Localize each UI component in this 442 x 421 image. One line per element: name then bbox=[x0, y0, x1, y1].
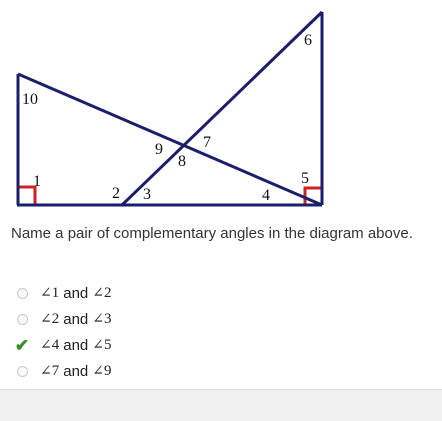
check-icon: ✔ bbox=[14, 335, 30, 355]
option-angle-a: 1 bbox=[51, 284, 60, 301]
angle-icon: ∠ bbox=[92, 311, 104, 327]
angle-icon: ∠ bbox=[40, 285, 52, 301]
radio-circle-icon bbox=[17, 314, 28, 325]
option-1-and-2[interactable] bbox=[10, 280, 116, 306]
angle-label-7: 7 bbox=[203, 134, 211, 151]
angle-label-2: 2 bbox=[112, 185, 120, 202]
option-angle-b: 5 bbox=[104, 336, 112, 353]
option-conjunction: and bbox=[63, 310, 89, 328]
angle-icon: ∠ bbox=[92, 363, 104, 379]
option-angle-b: 2 bbox=[104, 284, 112, 301]
option-conjunction: and bbox=[63, 336, 89, 354]
angle-label-9: 9 bbox=[155, 141, 163, 158]
angle-label-10: 10 bbox=[22, 91, 38, 108]
angle-icon: ∠ bbox=[40, 311, 52, 327]
footer-bar bbox=[0, 389, 442, 421]
option-7-and-9[interactable] bbox=[10, 358, 116, 384]
radio-button[interactable] bbox=[10, 283, 34, 303]
selected-marker[interactable] bbox=[10, 335, 34, 355]
option-conjunction: and bbox=[63, 284, 89, 302]
radio-circle-icon bbox=[17, 288, 28, 299]
question-text: Name a pair of complementary angles in the diagram above. bbox=[11, 225, 413, 242]
diagonal-line-ascending bbox=[122, 12, 322, 205]
option-angle-a: 7 bbox=[51, 362, 60, 379]
angle-label-3: 3 bbox=[143, 186, 151, 203]
angle-label-4: 4 bbox=[262, 187, 270, 204]
option-angle-a: 2 bbox=[51, 310, 60, 327]
angle-icon: ∠ bbox=[40, 337, 52, 353]
answer-options bbox=[10, 280, 116, 384]
angle-label-5: 5 bbox=[301, 170, 309, 187]
angle-label-1: 1 bbox=[33, 173, 41, 190]
option-angle-b: 9 bbox=[104, 362, 112, 379]
radio-button[interactable] bbox=[10, 361, 34, 381]
option-conjunction: and bbox=[63, 362, 89, 380]
option-angle-a: 4 bbox=[51, 336, 60, 353]
radio-circle-icon bbox=[17, 366, 28, 377]
option-angle-b: 3 bbox=[104, 310, 112, 327]
angle-label-8: 8 bbox=[178, 153, 186, 170]
angle-label-6: 6 bbox=[304, 32, 312, 49]
radio-button[interactable] bbox=[10, 309, 34, 329]
option-2-and-3[interactable] bbox=[10, 306, 116, 332]
diagonal-line-descending bbox=[18, 74, 322, 205]
angle-icon: ∠ bbox=[92, 285, 104, 301]
option-4-and-5[interactable] bbox=[10, 332, 116, 358]
angle-icon: ∠ bbox=[40, 363, 52, 379]
angle-icon: ∠ bbox=[92, 337, 104, 353]
